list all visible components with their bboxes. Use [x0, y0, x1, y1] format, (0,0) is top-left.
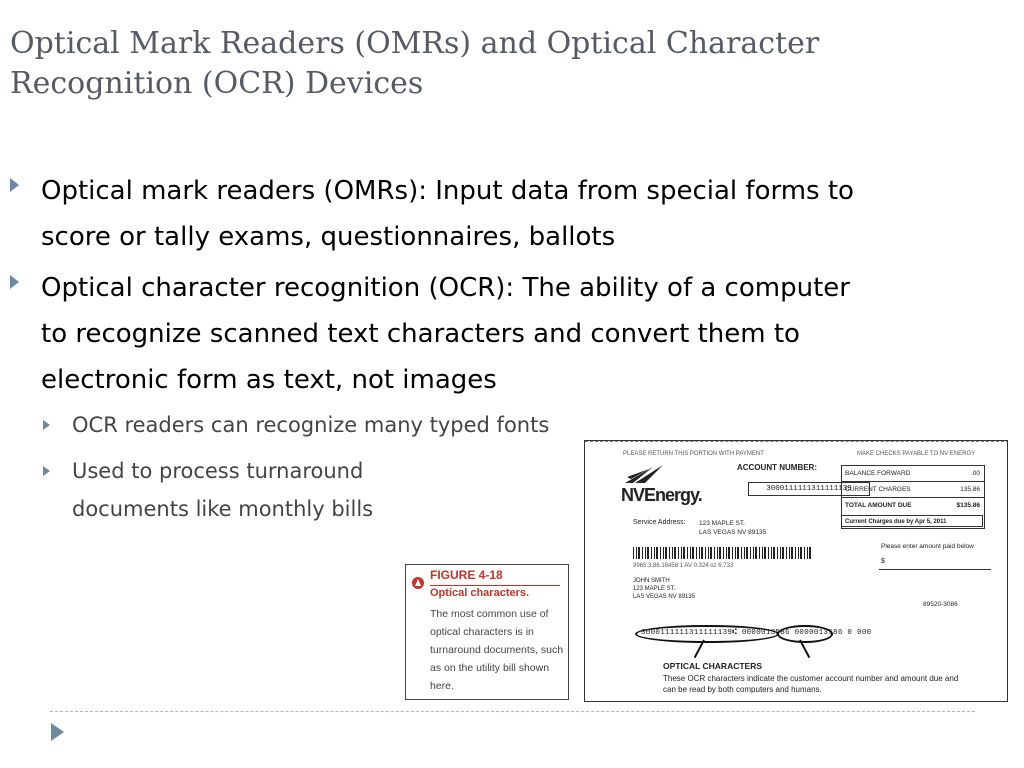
- customer-city: LAS VEGAS NV 89135: [633, 594, 696, 600]
- figure-label: FIGURE 4-18: [430, 568, 503, 582]
- summary-label: CURRENT CHARGES: [845, 486, 911, 493]
- optical-characters-description: These OCR characters indicate the customer account number and amount due and can be read by both computers and humans.: [663, 674, 959, 694]
- figure-caption: [405, 564, 569, 700]
- pay-prompt: Please enter amount paid below: [881, 543, 974, 550]
- ocr-highlight-ellipse: [635, 625, 779, 643]
- bullet-text: Optical character recognition (OCR): The ability of a computer to recognize scanned text characters and convert them to electronic form as text, not images: [41, 273, 850, 395]
- summary-value: .00: [970, 470, 980, 477]
- barcode-number: 9965.3.86.18458 1 AV 0.324 oz 6.733: [633, 563, 734, 569]
- sub-bullet-text: OCR readers can recognize many typed fonts: [72, 413, 550, 437]
- bullet-arrow-icon: [10, 178, 19, 192]
- summary-label: TOTAL AMOUNT DUE: [845, 502, 912, 509]
- summary-value: 135.86: [960, 486, 980, 493]
- ocr-highlight-ellipse: [777, 625, 833, 643]
- sub-bullet-arrow-icon: [43, 420, 50, 430]
- optical-characters-title: OPTICAL CHARACTERS: [663, 661, 763, 671]
- account-label: ACCOUNT NUMBER:: [737, 463, 817, 472]
- ocr-character-line: 3000111111311111139⑆ 0000013586 0000013586 0 000: [641, 629, 872, 637]
- payable-notice: MAKE CHECKS PAYABLE TO NV ENERGY: [857, 451, 976, 457]
- customer-street: 123 MAPLE ST.: [633, 586, 676, 592]
- amount-paid-line: [879, 569, 991, 570]
- summary-row: [842, 482, 984, 498]
- perforation-line: [585, 441, 1008, 442]
- footer-divider: [50, 711, 975, 712]
- publisher-logo-icon: [412, 577, 424, 589]
- dollar-sign: $: [881, 558, 885, 565]
- customer-zip: 89520-3086: [923, 601, 958, 608]
- service-address-label: Service Address:: [633, 519, 686, 526]
- sub-bullet-text: Used to process turnaround documents like monthly bills: [72, 459, 374, 521]
- sub-bullet-arrow-icon: [43, 466, 50, 476]
- summary-label: BALANCE FORWARD: [845, 470, 911, 477]
- service-address: [699, 519, 766, 537]
- brand-name: NVEnergy.: [621, 485, 702, 505]
- energy-logo-icon: [623, 463, 667, 485]
- customer-address: [633, 577, 695, 601]
- summary-row: [842, 498, 984, 513]
- caption-divider: [430, 585, 560, 586]
- summary-value: $135.86: [956, 502, 980, 509]
- figure-title: Optical characters.: [430, 587, 530, 599]
- figure-description: The most common use of optical characters is in turnaround documents, such as on the utility bill shown here.: [430, 608, 564, 692]
- account-number: 3000111111311111139: [748, 482, 870, 496]
- summary-row: [842, 466, 984, 482]
- postal-barcode: [633, 547, 813, 559]
- slide-title: Optical Mark Readers (OMRs) and Optical Character Recognition (OCR) Devices: [10, 26, 820, 101]
- service-address-line: LAS VEGAS NV 89135: [699, 529, 767, 536]
- bullet-text: Optical mark readers (OMRs): Input data from special forms to score or tally exams, questionnaires, ballots: [41, 176, 854, 252]
- service-address-line: 123 MAPLE ST.: [699, 520, 745, 527]
- return-notice: PLEASE RETURN THIS PORTION WITH PAYMENT: [623, 451, 764, 457]
- customer-name: JOHN SMITH: [633, 578, 670, 584]
- due-date-note: Current Charges due by Apr 5, 2011: [841, 515, 983, 527]
- utility-bill-image: [584, 440, 1008, 702]
- footer-arrow-icon: [51, 723, 64, 741]
- bullet-arrow-icon: [10, 275, 19, 289]
